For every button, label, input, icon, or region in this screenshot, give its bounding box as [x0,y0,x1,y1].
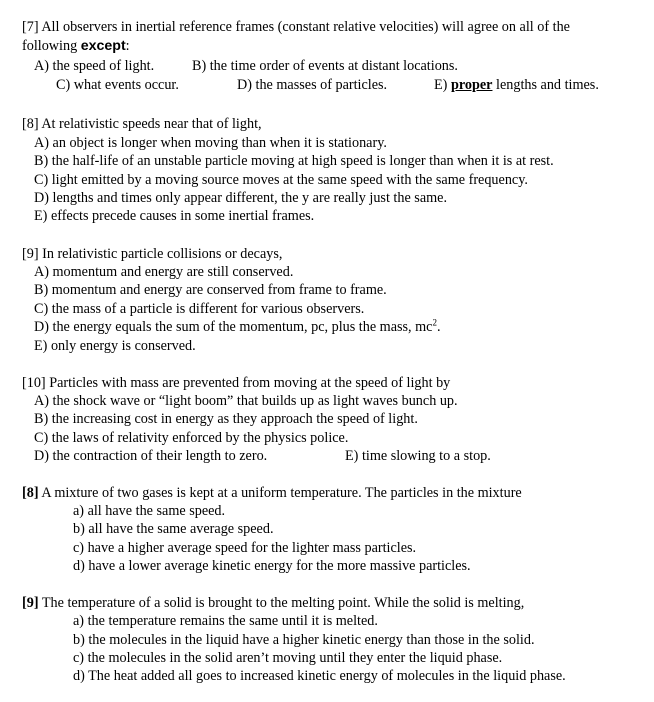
question-8-option-c: C) light emitted by a moving source moves at the same speed with the same frequency. [34,172,528,188]
question-9b-option-d: d) The heat added all goes to increased kinetic energy of molecules in the liquid phase. [73,668,566,684]
question-9b-stem [22,594,524,612]
question-7-stem-text: All observers in inertial reference frames (constant relative velocities) will agree on all of the [41,19,570,35]
question-9-option-d [34,318,441,336]
question-8b-stem [22,484,522,502]
question-7-proper-emphasis: proper [450,77,493,93]
question-10-option-a: A) the shock wave or “light boom” that builds up as light waves bunch up. [34,393,458,409]
question-9b-stem-text: The temperature of a solid is brought to the melting point. While the solid is melting, [41,595,525,611]
question-10-option-c: C) the laws of relativity enforced by the physics police. [34,430,349,446]
question-7-option-e-prefix: E) [434,77,451,93]
question-9-option-d-period: . [436,319,441,335]
question-8b-option-c: c) have a higher average speed for the lighter mass particles. [73,540,417,556]
question-8-option-d: D) lengths and times only appear different, the y are really just the same. [34,190,448,206]
question-10-number: [10] [22,375,46,391]
question-9-stem-text: In relativistic particle collisions or decays, [42,246,283,262]
question-10-option-b: B) the increasing cost in energy as they approach the speed of light. [34,411,418,427]
question-8-option-a: A) an object is longer when moving than when it is stationary. [34,135,387,151]
question-9b-number: [9] [22,595,39,611]
question-9-stem [22,245,282,263]
question-9-option-c: C) the mass of a particle is different for various observers. [34,301,365,317]
question-9-option-b: B) momentum and energy are conserved from frame to frame. [34,282,387,298]
question-10-option-e: E) time slowing to a stop. [345,448,491,464]
question-7-colon: : [125,38,130,54]
question-10-option-d: D) the contraction of their length to zero. [34,448,268,464]
question-8b-option-b: b) all have the same average speed. [73,521,274,537]
question-8b-option-a: a) all have the same speed. [73,503,226,519]
question-8-stem [22,115,262,133]
question-9-number: [9] [22,246,39,262]
question-9b-option-c: c) the molecules in the solid aren’t moving until they enter the liquid phase. [73,650,503,666]
question-7-stem-continued: following [22,38,81,54]
question-9-option-d-text: D) the energy equals the sum of the momentum, pc, plus the mass, mc [34,319,433,335]
question-7-option-c: C) what events occur. [56,77,179,93]
question-9-option-a: A) momentum and energy are still conserved. [34,264,294,280]
question-7-option-e [434,76,599,94]
question-10-stem-text: Particles with mass are prevented from moving at the speed of light by [49,375,451,391]
question-8b-option-d: d) have a lower average kinetic energy for the more massive particles. [73,558,471,574]
question-9b-option-b: b) the molecules in the liquid have a higher kinetic energy than those in the solid. [73,632,535,648]
question-9-option-e: E) only energy is conserved. [34,338,196,354]
question-8-number: [8] [22,116,39,132]
question-7-option-b: B) the time order of events at distant locations. [192,58,458,74]
question-7-stem-line-1 [22,18,570,36]
question-8-option-e: E) effects precede causes in some inertial frames. [34,208,315,224]
question-10-stem [22,374,450,392]
question-8b-stem-text: A mixture of two gases is kept at a uniform temperature. The particles in the mixture [41,485,522,501]
question-7-number: [7] [22,19,39,35]
question-9-superscript: 2 [432,317,437,328]
question-7-option-e-suffix: lengths and times. [492,77,599,93]
question-7-stem-line-2 [22,37,130,55]
question-7-except-emphasis: except [80,38,126,54]
question-7-option-d: D) the masses of particles. [237,77,388,93]
question-8-stem-text: At relativistic speeds near that of light, [41,116,262,132]
question-8-option-b: B) the half-life of an unstable particle moving at high speed is longer than when it is at rest. [34,153,554,169]
question-8b-number: [8] [22,485,39,501]
question-7-option-a: A) the speed of light. [34,58,155,74]
question-9b-option-a: a) the temperature remains the same until it is melted. [73,613,378,629]
